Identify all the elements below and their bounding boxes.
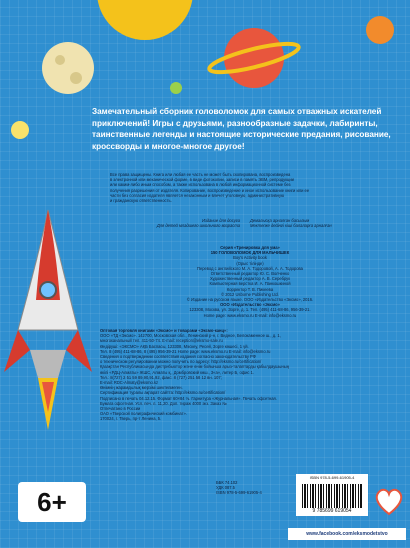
imprint-line: Boy's Activity book — [233, 255, 267, 261]
planet-ringed-icon — [224, 28, 284, 88]
info-line: E-mail: RDC-Almaty@eksmo.kz — [100, 380, 159, 386]
imprint-line: (Орыс тілінде) — [236, 260, 264, 266]
info-line: Подписано в печать 04.12.15. Формат 60×84 ⅛. Гарнитура «Журнальная». Печать офсетная. — [100, 395, 277, 401]
info-line: өкілі «РДЦ-Алматы» ЖШС, Алматы қ., Домбровский көш., 3«а», литер Б, офис 1. — [100, 369, 254, 375]
isbn-code: ISBN 978-5-699-61905-4 — [216, 490, 262, 496]
imprint-line: Перевод с английского М. А. Тодоровой, А. А. Тодорова — [197, 265, 303, 271]
info-line: ООО «ТД «Эксмо». 142700, Московская обл., Ленинский р-н, г. Видное, Белокаменное ш., д. 1, — [100, 333, 281, 339]
info-line: ОАО «Тверской полиграфический комбинат». — [100, 411, 187, 417]
heart-logo-icon — [372, 484, 406, 518]
info-line: Сертификация туралы ақпарат сайтта: http://eksmo.ru/certification/ — [100, 390, 226, 396]
info-line: Өнімнің жарамдылық мерзімі шектелмеген. — [100, 385, 183, 391]
imprint-line: Home page: www.eksmo.ru E-mail: info@eksmo.ru — [203, 312, 297, 318]
planet-small-icon — [366, 16, 394, 44]
imprint-line: © Издание на русском языке. ООО «Издательство «Эксмо», 2016. — [186, 297, 314, 303]
info-line: Қазақстан Республикасында дистрибьютор және өнім бойынша арыз-талаптарды қабылдаушының — [100, 364, 289, 370]
imprint-line: © 2012 Usborne Publishing Ltd. — [221, 291, 279, 297]
book-title: 150 ГОЛОВОЛОМОК ДЛЯ МАЛЬЧИШЕК — [210, 250, 290, 256]
facebook-link[interactable]: www.facebook.com/eksmodetstvo — [288, 528, 406, 540]
info-line: Өндіруші: «ЭКСМО» АҚБ Баспасы, 123308, Мәскеу, Ресей, Зорге көшесі, 1 үй. — [100, 343, 249, 349]
copyright-line: и гражданскую ответственность. — [110, 198, 172, 204]
copyright-notice — [110, 172, 400, 203]
audience-ru: Для детей младшего школьного возраста — [156, 223, 240, 229]
imprint-line: 123308, Москва, ул. Зорге, д. 1. Тел. (495) 411-68-86, 956-39-21. — [189, 307, 311, 313]
book-description: Замечательный сборник головоломок для самых отважных искателей приключений! Игры с друзьями, разнообразные задачки, лабиринты, таинственные легенды и настоящие исторические предания, рисование, кроссворды и многое-многое другое! — [92, 107, 391, 151]
moon-icon — [42, 42, 94, 94]
info-line: Тел. 8 (495) 411-68-86, 8 (495) 956-39-21 Home page: www.eksmo.ru E-mail: info@eksmo.ru — [100, 348, 271, 354]
series-title: Серия «Тренировка для ума» — [220, 245, 280, 250]
audience-info — [100, 218, 400, 228]
info-line: Отпечатано в России — [100, 406, 141, 412]
info-line: Бумага офсетная. Усл. печ. л. 11,20. Доп. тираж 4000 экз. Заказ № — [100, 400, 227, 406]
copyright-line: в электронной или механической форме, в виде фотокопии, записи в память ЭВМ, репродукции — [110, 177, 294, 183]
rocket-icon — [4, 210, 92, 430]
imprint-line: Художественный редактор А. В. Серебрук — [209, 276, 291, 282]
imprint-line: Компьютерная верстка И. А. Панкошкиной — [209, 281, 291, 287]
info-line: многоканальный тел. 411-50-74. E-mail: reception@eksmo-sale.ru — [100, 338, 223, 344]
info-line: Оптовая торговля книгами «Эксмо» и товарами «Эксмо-канц»: — [100, 328, 228, 333]
audience-kz: Демалысқа арналған басылым — [250, 218, 310, 223]
audience-kz: Мектепке дейінгі кіші балаларға арналған — [250, 223, 332, 229]
imprint-line: Корректор Т. В. Пикеева — [226, 286, 274, 292]
distribution-info — [100, 328, 400, 422]
imprint-block — [100, 245, 400, 318]
barcode-bars — [302, 484, 362, 508]
barcode-number: 9 785699 619054 — [312, 508, 352, 514]
audience-row — [100, 223, 400, 228]
copyright-line: Все права защищены. Книга или любая ее часть не может быть скопирована, воспроизведена — [110, 172, 291, 177]
publisher-name: ООО «Издательство «Эксмо» — [220, 302, 280, 308]
imprint-line: Ответственный редактор Ю. С. Волченко — [210, 271, 290, 277]
info-line: Тел.: 8(727) 2 51 59 89,90,91,92, факс: 8 (727) 251 58 12 вн. 107; — [100, 374, 222, 380]
barcode — [296, 474, 368, 516]
info-line: Сведения о подтверждении соответствия издания согласно законодательству РФ — [100, 354, 256, 360]
classification-codes — [216, 480, 296, 496]
age-rating-badge: 6+ — [18, 482, 86, 522]
copyright-line: части без согласия издателя является незаконным и влечет уголовную, административную — [110, 192, 285, 198]
copyright-line: получения разрешения от издателя. Копирование, воспроизведение и иное использование книги или ее — [110, 187, 310, 193]
info-line: 170024, г. Тверь, пр-т Ленина, 5. — [100, 416, 162, 422]
udk-code: УДК 087.5 — [216, 485, 235, 491]
copyright-line: или каким-либо иным способом, а также использована в любой информационной системе без — [110, 182, 291, 188]
bbk-code: ББК 74.102 — [216, 480, 238, 485]
barcode-isbn: ISBN 978-5-699-61905-4 — [309, 475, 355, 480]
sun-icon — [97, 0, 193, 40]
audience-ru: Издание для досуга — [201, 218, 240, 223]
info-line: о техническом регулировании можно получить по адресу: http://eksmo.ru/certification/ — [100, 359, 262, 365]
